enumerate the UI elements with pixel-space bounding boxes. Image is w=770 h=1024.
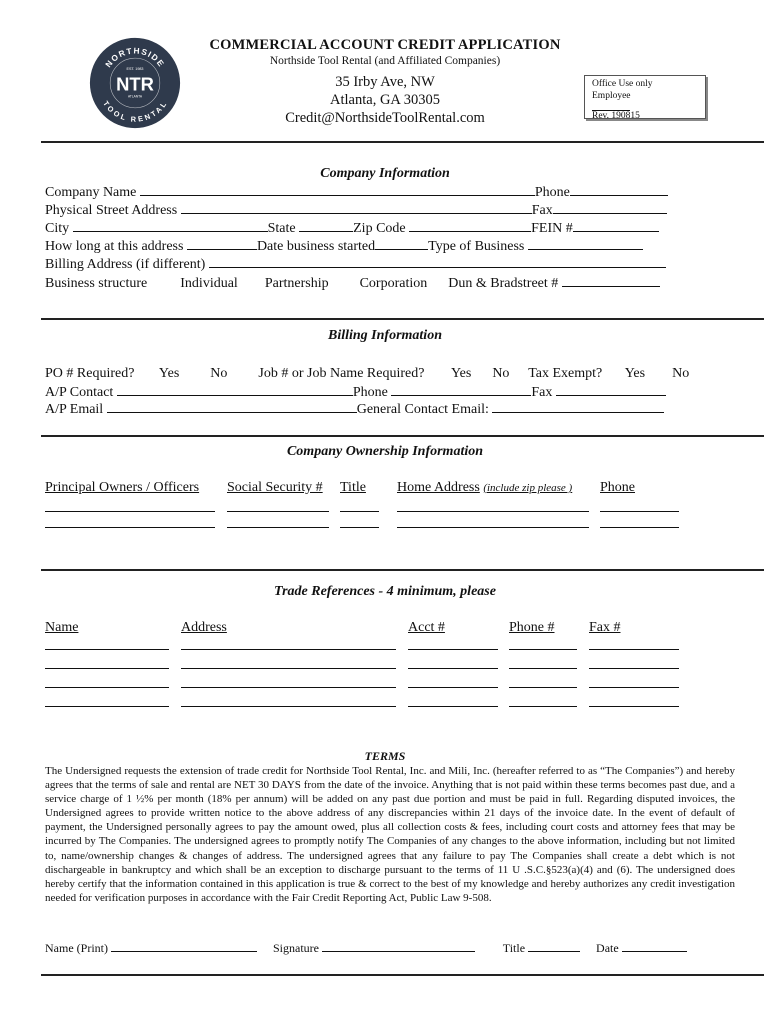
ap-phone-field[interactable]	[391, 384, 531, 396]
ref-name-column	[45, 620, 169, 707]
ref-acct-field-2[interactable]	[408, 650, 498, 669]
company-phone-field[interactable]	[570, 184, 668, 196]
signature-row[interactable]	[45, 941, 687, 956]
company-name-field[interactable]	[140, 184, 535, 196]
street-label: Physical Street Address	[45, 203, 178, 218]
address-email: Credit@NorthsideToolRental.com	[285, 110, 485, 126]
billing-info-heading: Billing Information	[328, 328, 442, 343]
ref-address-field-4[interactable]	[181, 688, 396, 707]
fein-label: FEIN #	[531, 221, 573, 236]
home-address-note: (include zip please )	[483, 482, 573, 494]
terms-heading: TERMS	[364, 749, 406, 763]
owner-phone-field-1[interactable]	[600, 496, 679, 512]
tax-exempt-label: Tax Exempt?	[528, 366, 603, 381]
fax-label: Fax	[531, 203, 553, 218]
ownership-heading: Company Ownership Information	[286, 444, 484, 459]
ref-fax-field-3[interactable]	[589, 669, 679, 688]
ref-name-field-3[interactable]	[45, 669, 169, 688]
ssn-col-header: Social Security #	[227, 480, 323, 495]
logo-city: ATLANTA	[127, 94, 143, 99]
billing-address-label: Billing Address (if different)	[45, 257, 206, 272]
how-long-row[interactable]	[45, 238, 643, 255]
zip-field[interactable]	[409, 220, 531, 232]
ssn-field-1[interactable]	[227, 496, 329, 512]
ap-contact-field[interactable]	[117, 384, 353, 396]
ap-contact-row[interactable]	[45, 384, 666, 401]
ref-address-field-1[interactable]	[181, 636, 396, 650]
sig-date-field[interactable]	[622, 942, 687, 952]
ap-email-row[interactable]	[45, 401, 664, 418]
ap-phone-label: Phone	[352, 385, 388, 400]
ref-phone-field-3[interactable]	[509, 669, 577, 688]
home-address-field-2[interactable]	[397, 512, 589, 528]
job-required-label: Job # or Job Name Required?	[258, 366, 425, 381]
required-row[interactable]	[45, 366, 689, 382]
company-fax-field[interactable]	[553, 202, 667, 214]
street-field[interactable]	[181, 202, 532, 214]
owner-field-2[interactable]	[45, 512, 215, 528]
how-long-label: How long at this address	[45, 239, 184, 254]
structure-partnership[interactable]: Partnership	[264, 276, 329, 291]
ref-fax-field-1[interactable]	[589, 636, 679, 650]
company-info-heading: Company Information	[320, 166, 450, 181]
po-yes[interactable]: Yes	[158, 366, 180, 381]
ref-address-col-header: Address	[181, 620, 227, 635]
section-rule	[41, 569, 764, 571]
ap-contact-label: A/P Contact	[45, 385, 114, 400]
ref-phone-field-1[interactable]	[509, 636, 577, 650]
section-rule	[41, 141, 764, 143]
ref-acct-field-4[interactable]	[408, 688, 498, 707]
ref-address-field-3[interactable]	[181, 669, 396, 688]
billing-address-field[interactable]	[209, 256, 666, 268]
job-no[interactable]: No	[492, 366, 510, 381]
name-print-field[interactable]	[111, 942, 257, 952]
general-email-label: General Contact Email:	[356, 402, 489, 417]
owner-phone-col-header: Phone	[600, 480, 635, 495]
owners-col-header: Principal Owners / Officers	[45, 480, 200, 495]
sig-title-label: Title	[502, 941, 526, 955]
ref-acct-column	[408, 620, 498, 707]
ref-phone-field-2[interactable]	[509, 650, 577, 669]
ref-phone-column	[509, 620, 577, 707]
title-field-1[interactable]	[340, 496, 379, 512]
terms-body: The Undersigned requests the extension of trade credit for Northside Tool Rental, Inc. and Mili, Inc. (hereafter referred to as “The Companies”) and hereby agrees that the terms of sale and rental are NET 30 DAYS from the date of the invoice. Anything that is not paid within these terms becomes past due, and a service charge of 1 ½% per month (18% per annum) will be added on any past due portion and must be paid in full. Regarding disputed invoices, the Undersigned agrees to provide written notice to the above address of any discrepancies within 21 days of the invoice date. In the event of default of payment, the Undersigned personally agrees to pay the amount owed, plus all collection costs & fees, including court costs and attorney fees that may be incurred by The Companies. The undersigned agrees to promptly notify The Companies of any changes to the above information, including but not limited to, name/ownership changes & changes of address. The undersigned agrees that any failure to pay The Companies shall create a debt which is not dischargeable in bankruptcy and which shall be an exception to discharge pursuant to the terms of 11 U .S.C.§523(a)(4) and (6). The undersigned does hereby certify that the information contained in this application is true & correct to the best of my knowledge and hereby authorizes any credit investigation needed for verification purposes in accordance with the Fair Credit Reporting Act, Public Law 9-508.	[45, 765, 735, 904]
ref-acct-field-3[interactable]	[408, 669, 498, 688]
street-row[interactable]	[45, 202, 667, 219]
home-address-field-1[interactable]	[397, 496, 589, 512]
ref-name-field-1[interactable]	[45, 636, 169, 650]
home-address-column	[397, 480, 589, 528]
owner-phone-column	[600, 480, 679, 528]
logo-mark: NTR	[116, 73, 154, 95]
dun-label: Dun & Bradstreet #	[448, 276, 559, 291]
owner-phone-field-2[interactable]	[600, 512, 679, 528]
name-print-label: Name (Print)	[45, 941, 108, 955]
logo-est: EST. 1983	[126, 67, 144, 72]
title-col-header: Title	[340, 480, 366, 495]
ref-name-field-2[interactable]	[45, 650, 169, 669]
how-long-field[interactable]	[187, 238, 257, 250]
city-field[interactable]	[73, 220, 268, 232]
phone-label: Phone	[534, 185, 570, 200]
state-field[interactable]	[299, 220, 353, 232]
section-rule	[41, 435, 764, 437]
po-no[interactable]: No	[210, 366, 228, 381]
ref-acct-field-1[interactable]	[408, 636, 498, 650]
form-title: COMMERCIAL ACCOUNT CREDIT APPLICATION	[209, 37, 561, 53]
title-column	[340, 480, 379, 528]
logo-top-text: NORTHSIDE	[103, 46, 167, 70]
structure-individual[interactable]: Individual	[180, 276, 238, 291]
office-rev-label: Rev. 190815	[592, 111, 640, 121]
owner-field-1[interactable]	[45, 496, 215, 512]
home-address-col-header: Home Address	[397, 480, 480, 495]
ref-fax-column	[589, 620, 679, 707]
tax-yes[interactable]: Yes	[624, 366, 646, 381]
address-street: 35 Irby Ave, NW	[335, 74, 435, 90]
date-started-label: Date business started	[256, 239, 376, 254]
bottom-rule	[41, 974, 764, 976]
address-city: Atlanta, GA 30305	[330, 92, 440, 108]
office-employee-label: Employee	[592, 91, 698, 112]
city-label: City	[45, 221, 70, 236]
job-yes[interactable]: Yes	[450, 366, 472, 381]
ssn-field-2[interactable]	[227, 512, 329, 528]
ref-fax-col-header: Fax #	[589, 620, 621, 635]
ap-fax-field[interactable]	[556, 384, 666, 396]
ap-fax-label: Fax	[531, 385, 553, 400]
ref-address-column	[181, 620, 396, 707]
ref-fax-field-4[interactable]	[589, 688, 679, 707]
owners-column	[45, 480, 215, 528]
dun-field[interactable]	[562, 275, 660, 287]
business-type-field[interactable]	[528, 238, 643, 250]
office-use-label: Office Use only	[592, 79, 653, 89]
date-started-field[interactable]	[375, 238, 428, 250]
signature-field[interactable]	[322, 942, 475, 952]
sig-title-field[interactable]	[528, 942, 580, 952]
structure-label: Business structure	[45, 276, 148, 291]
ref-phone-col-header: Phone #	[509, 620, 555, 635]
ref-address-field-2[interactable]	[181, 650, 396, 669]
structure-row[interactable]	[45, 275, 660, 292]
company-name-label: Company Name	[45, 185, 137, 200]
office-use-box	[584, 75, 706, 119]
business-type-label: Type of Business	[428, 239, 525, 254]
sig-date-label: Date	[596, 941, 619, 955]
tax-no[interactable]: No	[672, 366, 690, 381]
company-name-row[interactable]	[45, 184, 668, 201]
references-heading: Trade References - 4 minimum, please	[274, 584, 496, 599]
zip-label: Zip Code	[353, 221, 406, 236]
logo-bottom-text: TOOL RENTAL	[101, 99, 169, 124]
signature-label: Signature	[272, 941, 319, 955]
section-rule	[41, 318, 764, 320]
ap-email-field[interactable]	[107, 401, 357, 413]
fein-field[interactable]	[573, 220, 659, 232]
structure-corporation[interactable]: Corporation	[359, 276, 428, 291]
ref-fax-field-2[interactable]	[589, 650, 679, 669]
ap-email-label: A/P Email	[45, 402, 104, 417]
ssn-column	[227, 480, 329, 528]
ref-acct-col-header: Acct #	[408, 620, 445, 635]
ref-name-field-4[interactable]	[45, 688, 169, 707]
title-field-2[interactable]	[340, 512, 379, 528]
general-email-field[interactable]	[492, 401, 664, 413]
ref-phone-field-4[interactable]	[509, 688, 577, 707]
city-row[interactable]	[45, 220, 659, 237]
form-subtitle: Northside Tool Rental (and Affiliated Companies)	[269, 55, 501, 67]
billing-address-row[interactable]	[45, 256, 666, 273]
po-required-label: PO # Required?	[45, 366, 135, 381]
ref-name-col-header: Name	[45, 620, 79, 635]
state-label: State	[267, 221, 296, 236]
